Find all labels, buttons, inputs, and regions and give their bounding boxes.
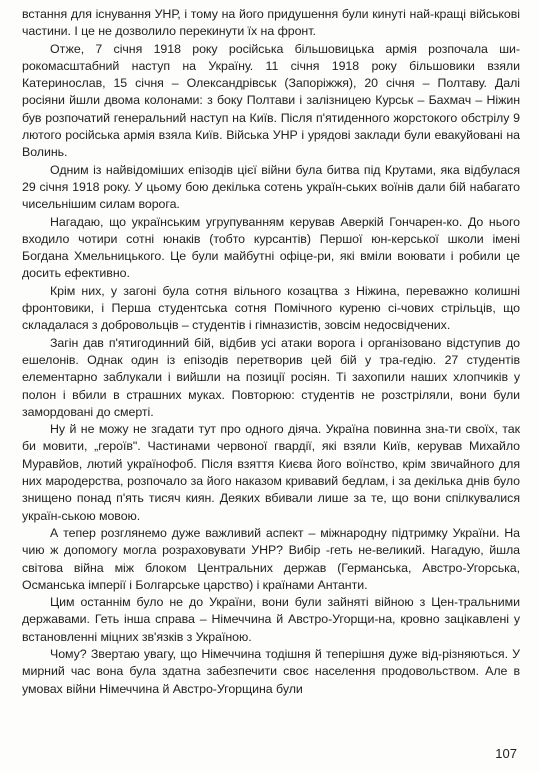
paragraph: Нагадаю, що українським угрупуванням керував Аверкій Гончарен-ко. До нього входило чотири сотні юнаків (тобто курсантів) Першої юн-керської школи імені Богдана Хмельницького. Це були майбутні офіце-ри, які вміли воювати і робили це досить ефективно. xyxy=(22,214,520,281)
paragraph: А тепер розглянемо дуже важливий аспект – міжнародну підтримку України. На чию ж допомогу могла розраховувати УНР? Вибір -геть не-великий. Нагадую, йшла світова війна між блоком Центральних держав (Германська, Австро-Угорська, Османська імперії і Болгарське царство) і країнами Антанти. xyxy=(22,525,520,592)
page-number: 107 xyxy=(495,746,517,761)
paragraph: Загін дав п'ятигодинний бій, відбив усі атаки ворога і організовано відступив до ешелонів. Однак один із епізодів перетворив цей бій у тра-гедію. 27 студентів елементарно заблукали і вийшли на позиції росіян. Ті захопили наших хлопчиків у полон і вбили в страшних муках. Повторюю: студентів не розстріляли, вони були замордовані до смерті. xyxy=(22,335,520,419)
paragraph: Чому? Звертаю увагу, що Німеччина тодішня й теперішня дуже від-різняються. У мирний час вона була здатна забезпечити своє населення продовольством. Але в умовах війни Німеччина й Австро-Угорщина були xyxy=(22,646,520,696)
paragraph: встання для існування УНР, і тому на його придушення були кинуті най-кращі військові частини. І це не дозволило перекинути їх на фронт. xyxy=(22,7,520,39)
paragraph: Отже, 7 січня 1918 року російська більшовицька армія розпочала ши-рокомасштабний наступ на Україну. 11 січня 1918 року більшовики взяли Катеринослав, 15 січня – Олександрівськ (Запоріжжя), 20 січня – Полтаву. Далі росіяни йшли двома колонами: з боку Полтави і залізницею Курськ – Бахмач – Ніжин був розпочатий генеральний наступ на Київ. Після п'ятиденного жорстокого обстрілу 9 лютого російська армія взяла Київ. Війська УНР і урядові заклади були евакуйовані на Волинь. xyxy=(22,41,520,160)
paragraph: Ну й не можу не згадати тут про одного діяча. Україна повинна зна-ти своїх, так би мовити, „героїв". Частинами червоної гвардії, які взяли Київ, керував Михайло Муравйов, лютий українофоб. Після взяття Києва його воїнство, крім звичайного для них мародерства, розпочало за його наказом кривавий бедлам, і за декілька днів було знищено понад п'ять тисяч киян. Деяких вбивали лише за те, що вони спілкувалися україн-ською мовою. xyxy=(22,422,520,523)
paragraph: Крім них, у загоні була сотня вільного козацтва з Ніжина, переважно колишні фронтовики, і Перша студентська сотня Помічного куреню сі-чових стрільців, що складалася з добровольців – студентів і гімназистів, зовсім недосвідчених. xyxy=(22,283,520,333)
paragraph: Цим останнім було не до України, вони були зайняті війною з Цен-тральними державами. Геть інша справа – Німеччина й Австро-Угорщи-на, кровно зацікавлені у встановленні міцних зв'язків з Україною. xyxy=(22,595,520,644)
page-text xyxy=(22,6,520,698)
paragraph: Одним із найвідоміших епізодів цієї війни була битва під Крутами, яка відбулася 29 січня 1918 року. У цьому бою декілька сотень україн-ських воїнів дали бій набагато чисельнішим силам ворога. xyxy=(22,162,520,212)
